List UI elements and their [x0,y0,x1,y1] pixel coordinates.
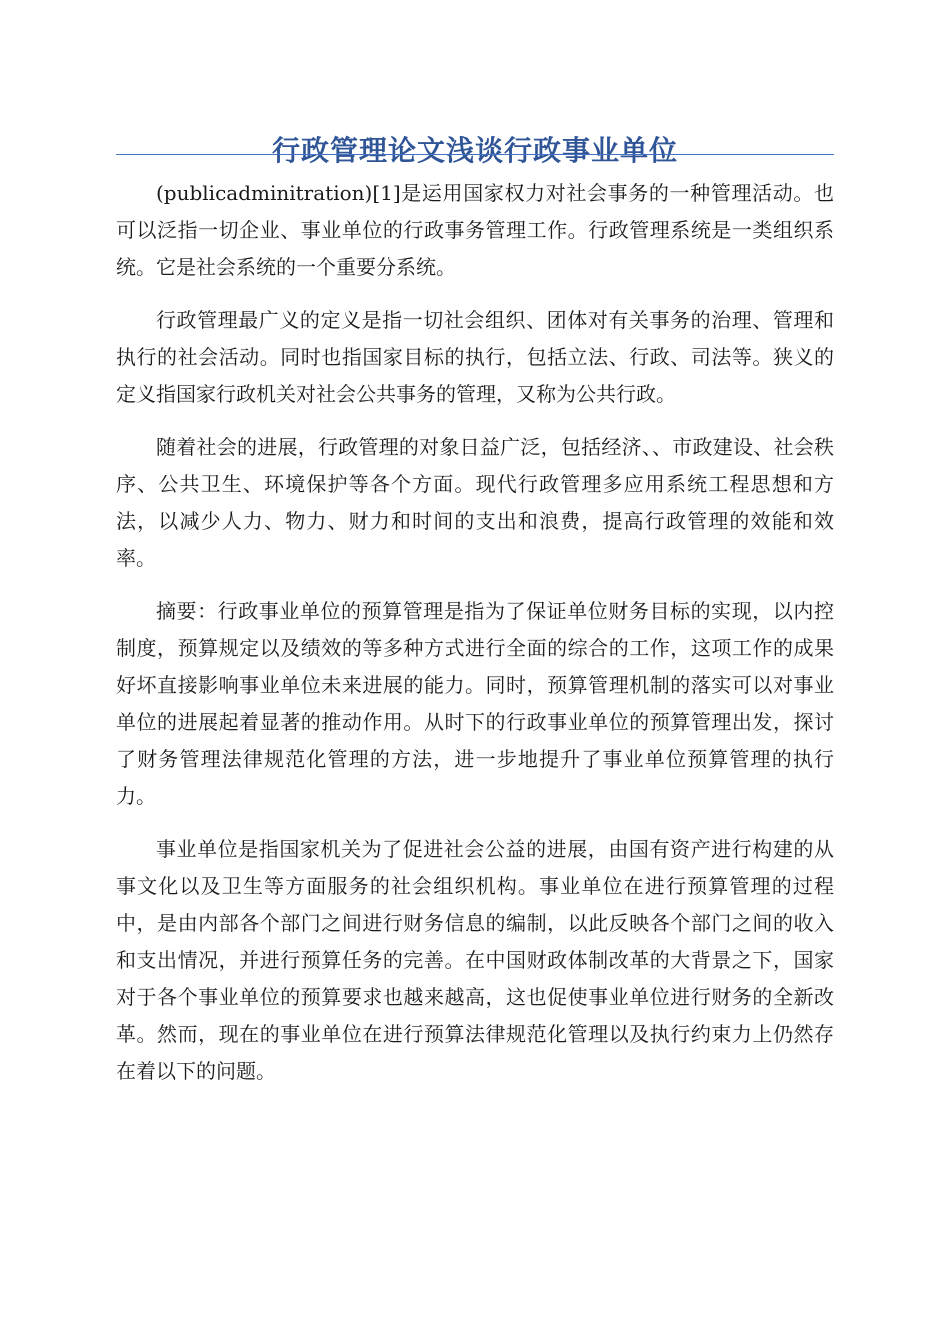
title-underline [116,154,834,155]
paragraph-5: 事业单位是指国家机关为了促进社会公益的进展，由国有资产进行构建的从事文化以及卫生等方面服务的社会组织机构。事业单位在进行预算管理的过程中，是由内部各个部门之间进行财务信息的编制，以此反映各个部门之间的收入和支出情况，并进行预算任务的完善。在中国财政体制改革的大背景之下，国家对于各个事业单位的预算要求也越来越高，这也促使事业单位进行财务的全新改革。然而，现在的事业单位在进行预算法律规范化管理以及执行约束力上仍然存在着以下的问题。 [116,837,834,1083]
paragraph-2: 行政管理最广义的定义是指一切社会组织、团体对有关事务的治理、管理和执行的社会活动。同时也指国家目标的执行，包括立法、行政、司法等。狭义的定义指国家行政机关对社会公共事务的管理，又称为公共行政。 [116,308,834,406]
paragraph-1: (publicadminitration)[1]是运用国家权力对社会事务的一种管理活动。也可以泛指一切企业、事业单位的行政事务管理工作。行政管理系统是一类组织系统。它是社会系统的一个重要分系统。 [116,181,834,279]
document-title: 行政管理论文浅谈行政事业单位 [271,133,678,167]
document-body [116,175,834,1106]
paragraph-4-abstract: 摘要：行政事业单位的预算管理是指为了保证单位财务目标的实现，以内控制度，预算规定以及绩效的等多种方式进行全面的综合的工作，这项工作的成果好坏直接影响事业单位未来进展的能力。同时，预算管理机制的落实可以对事业单位的进展起着显著的推动作用。从时下的行政事业单位的预算管理出发，探讨了财务管理法律规范化管理的方法，进一步地提升了事业单位预算管理的执行力。 [116,599,834,808]
paragraph-3: 随着社会的进展，行政管理的对象日益广泛，包括经济、、市政建设、社会秩序、公共卫生、环境保护等各个方面。现代行政管理多应用系统工程思想和方法，以减少人力、物力、财力和时间的支出和浪费，提高行政管理的效能和效率。 [116,435,834,570]
